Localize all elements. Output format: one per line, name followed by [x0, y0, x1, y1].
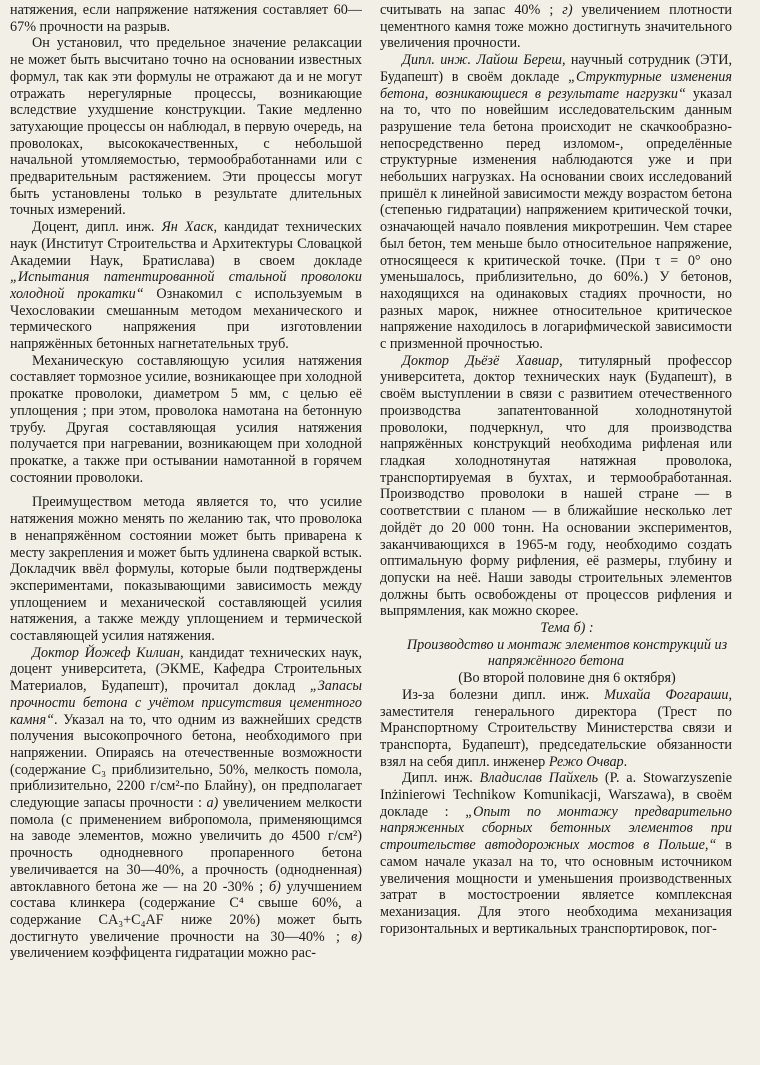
report-title: „Запасы прочности бетона с учётом присутствия цементного камня“ [10, 678, 362, 728]
author-name: Доктор Йожеф Килиан [32, 644, 181, 661]
list-marker: г) [562, 2, 573, 18]
paragraph [380, 2, 732, 52]
text: увеличением плотности цементного камня тоже можно достигнуть значительного увеличения прочности. [380, 2, 732, 52]
left-column [10, 2, 362, 1065]
paragraph [10, 494, 362, 644]
paragraph [10, 2, 362, 35]
report-title: „Испытания патентированной стальной проволоки холодной прокатки“ [10, 269, 362, 302]
paragraph [380, 52, 732, 353]
list-marker: в) [351, 928, 362, 945]
list-marker: б) [268, 878, 281, 895]
text: увеличением коэффицента гидратации можно рас- [10, 945, 316, 962]
report-title: „Структурные изменения бетона, возникающиеся в результате нагрузки“ [380, 68, 732, 102]
text: Механическую составляющую усилия натяжения составляет тормозное усилие, возникающее при холодной прокатке проволоки, диаметром 5 мм, с целью её уплощения ; при этом, проволока намотана на бетонную трубу. Другая составляющая усилия натяжения получается при нагревании, возникающем при холодной прокатке, а также при остывании намотанной в горячем состоянии проволоки. [10, 352, 362, 486]
author-name: Михайа Фогараши [604, 686, 729, 703]
text: считывать на запас 40% ; [380, 2, 563, 18]
text: , кандидат технических наук, доцент университета, (ЭКМЕ, Кафедра Строительных Материалов, Будапешт), прочитал доклад [10, 644, 362, 695]
text: Ознакомил с используемым в Чехословакии смешанным методом механического и термического напряжения при изготовлении напряжённых бетонных нагнетательных труб. [10, 285, 362, 353]
text: , титулярный профессор университета, доктор технических наук (Будапешт), в своём выступлении в связи с развитием отечественного производства запатентованной холоднотянутой проволоки, подчеркнул, что для производства напряжённых конструкций необходима рифленая или гладкая холоднотянутая натяжная проволока, транспортируемая в бухтах, и термообработанная. Производство проволоки в нашей стране — в соответствии с планом — в ближайшие несколько лет дойдёт до 20 000 тонн. На основании экспериментов, заканчивающихся в 1965-м году, необходимо создать оптимальную форму рифления, её размеры, глубину и допуски на неё. Наши заводы строительных элементов должны быть освобождены от процессов рифления и выпрямления, как можно скорее. [380, 352, 732, 620]
text: Из-за болезни дипл. инж. [402, 686, 605, 703]
author-name: Владислав Пайхель [479, 770, 599, 787]
author-name: Режо Очвар [548, 753, 624, 770]
paragraph [380, 687, 732, 771]
text: Преимуществом метода является то, что усилие натяжения можно менять по желанию так, что проволока в ненапряжённом состоянии может быть приварена к месту закрепления и может быть удлинена сваркой встык. Докладчик ввёл формулы, которые были подтверждены экспериментами, показывающими зависимость между уплощением и механической составляющей усилия натяжения, а также между уплощением и термической составляющей усилия натяжения. [10, 494, 362, 645]
paragraph [380, 770, 732, 937]
text: Дипл. инж. [402, 770, 480, 787]
text: указал на то, что по новейшим исследовательским данным разрушение тела бетона происходит не скачкообразно-непосредственно перед изломом-, определённые структурные изменения наблюдаются уже и при небольших нагрузках. На основании своих исследований пришёл к линейной зависимости между возрастом бетона (степенью гидратации) напряжением критической точки, означающей начало появления микротрешин. Чем старее был бетон, тем меньше было относительное напряжение, относящееся к критической точке. (При τ = 0° оно уменьшалось, приблизительно, до 60%.) У бетонов, находящихся на одинаковых стадиях прочности, но разных марок, нижнее относительное критическое напряжение находилось в логарифмической зависимости с призменной прочностью. [380, 85, 732, 353]
text: увеличением мелкости помола (с применением вибропомола, применяющимся на заводе элементов, можно увеличить до 4500 г/см²) прочность однодневного пропаренного бетона увеличивается на 30—40%, а прочность (однодненная) автоклавного бетона же — на 20 -30% ; [10, 795, 362, 895]
list-marker: а) [206, 795, 219, 812]
paragraph [10, 35, 362, 219]
paragraph [10, 219, 362, 353]
text: . [623, 753, 628, 770]
text: Он установил, что предельное значение релаксации не может быть высчитано точно на основании известных формул, так как эти формулы не отражают да и не могут отражать нерегулярные процессы, возникающие вследствие ухудшение конструкции. Такие медленно затухающие процессы он наблюдал, в первую очередь, на проволоках, высококачественных, с небольшой начальной утомляемостью, термообработаннами или с предварительным растяжением. Эти процессы могут быть установлены только в результате длительных точных измерений. [10, 35, 362, 219]
section-subtitle: (Во второй половине дня 6 октября) [458, 670, 676, 687]
section-label: Тема б) : [540, 620, 594, 637]
author-name: Дипл. инж. Лайош Береш [402, 52, 562, 69]
paragraph [380, 353, 732, 620]
paragraph [10, 645, 362, 962]
author-name: Ян Хаск [161, 219, 214, 236]
text: , кандидат технических наук (Институт Строительства и Архитектуры Словацкой Академии Наук, Братислава) в своем докладе [10, 219, 362, 269]
text: Доцент, дипл. инж. [32, 219, 162, 236]
section-title: Производство и монтаж элементов конструкций из напряжённого бетона [406, 636, 728, 670]
paragraph [10, 353, 362, 487]
author-name: Доктор Дьёзё Хавиар [402, 352, 560, 369]
report-title: „Опыт по монтажу предварительно напряженных сборных бетонных элементов при строительстве автодорожных мостов в Польше,“ [380, 803, 732, 854]
text: в самом начале указал на то, что основным источником увеличения мощности и уменьшения производственных затрат в мостостроении являетсе комплексная механизация. Для этого необходима механизация горизонтальных и вертикальных транспортировок, пог- [380, 837, 732, 937]
text: натяжения, если напряжение натяжения составляет 60—67% прочности на разрыв. [10, 2, 362, 35]
text: . Указал на то, что одним из важнейших средств получения высокопрочного бетона, необходимого при напряжении. Опираясь на отечественные возможности (содержание C₃ приблизительно, 50%, мелкость помола, приблизительно, 2200 г/см²-по Блайну), он предполагает следующие запасы прочности : [10, 711, 362, 812]
right-column [380, 2, 732, 1065]
text: (P. a. Stowarzyszenie Inżinierowi Technikow Komunikacji, Warszawa), в своём докладе : [380, 770, 732, 820]
text: , заместителя генерального директора (Трест по Мранспортному Строительству Министерства связи и транспорта, Будапешт), председательские обязанности взял на себя дипл. инженер [380, 686, 732, 770]
text: улучшением состава клинкера (содержание C⁴ свыше 60%, а содержание CA₃+C₄AF ниже 20%) может быть достигнуто увеличение прочности на 30—40% ; [10, 878, 362, 945]
text: , научный сотрудник (ЭТИ, Будапешт) в своём докладе [380, 52, 732, 85]
